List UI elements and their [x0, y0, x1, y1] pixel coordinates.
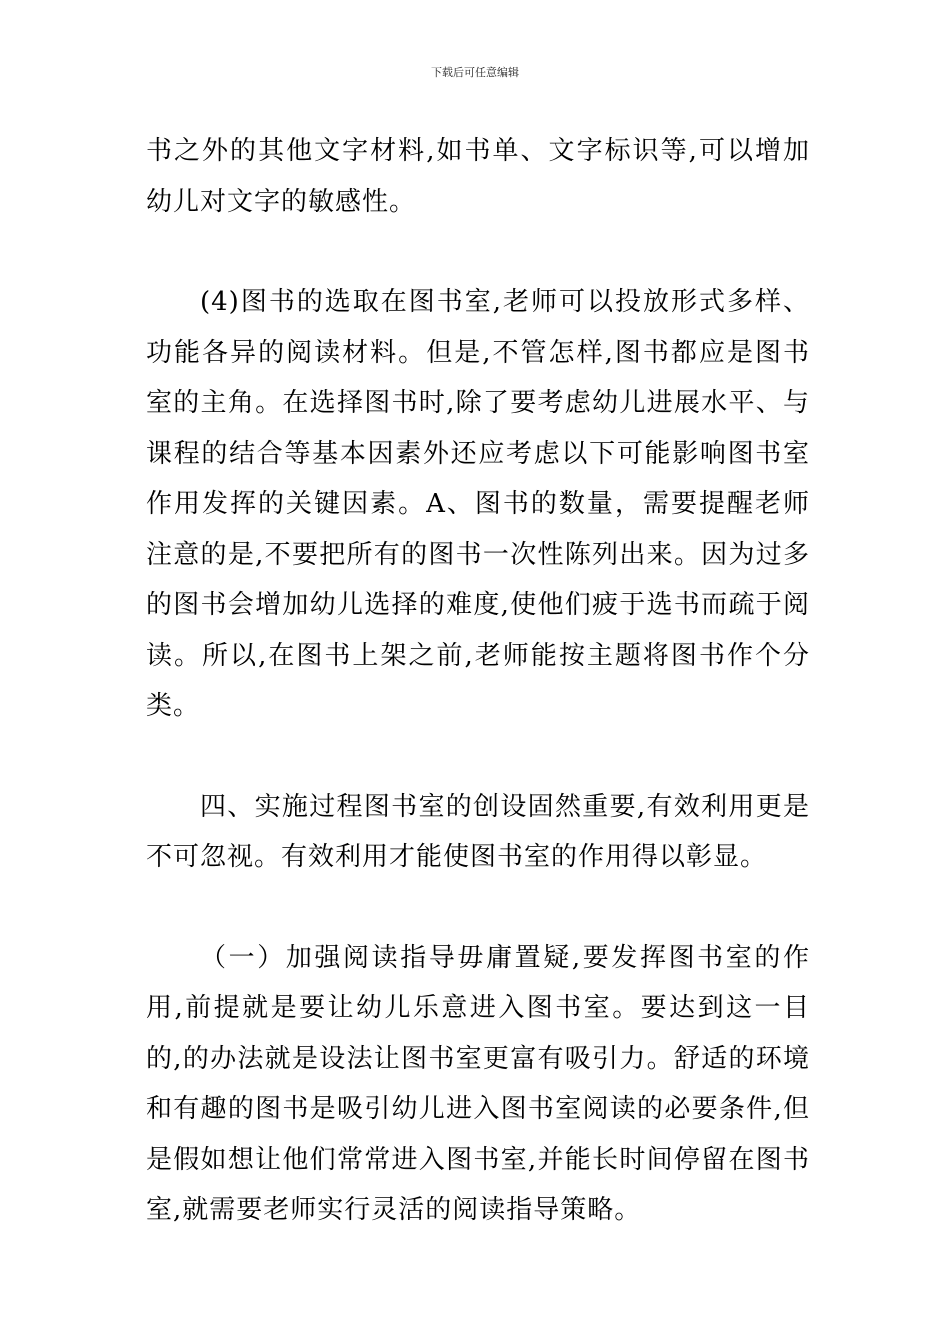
paragraph-book-selection: (4)图书的选取在图书室,老师可以投放形式多样、功能各异的阅读材料。但是,不管怎样,图书都应是图书室的主角。在选择图书时,除了要考虑幼儿进展水平、与课程的结合等基本因素外还应考虑以下可能影响图书室作用发挥的关键因素。A、图书的数量，需要提醒老师注意的是,不要把所有的图书一次性陈列出来。因为过多的图书会增加幼儿选择的难度,使他们疲于选书而疏于阅读。所以,在图书上架之前,老师能按主题将图书作个分类。 — [146, 287, 810, 721]
paragraph-reading-guidance: （一）加强阅读指导毋庸置疑,要发挥图书室的作用,前提就是要让幼儿乐意进入图书室。要达到这一目的,的办法就是设法让图书室更富有吸引力。舒适的环境和有趣的图书是吸引幼儿进入图书室阅读的必要条件,但是假如想让他们常常进入图书室,并能长时间停留在图书室,就需要老师实行灵活的阅读指导策略。 — [146, 942, 810, 1225]
paragraph-implementation: 四、实施过程图书室的创设固然重要,有效利用更是不可忽视。有效利用才能使图书室的作用得以彰显。 — [146, 791, 810, 872]
paragraph-continuation: 书之外的其他文字材料,如书单、文字标识等,可以增加幼儿对文字的敏感性。 — [146, 136, 810, 217]
page-header-note: 下载后可任意编辑 — [431, 66, 519, 79]
document-body — [146, 126, 810, 1236]
